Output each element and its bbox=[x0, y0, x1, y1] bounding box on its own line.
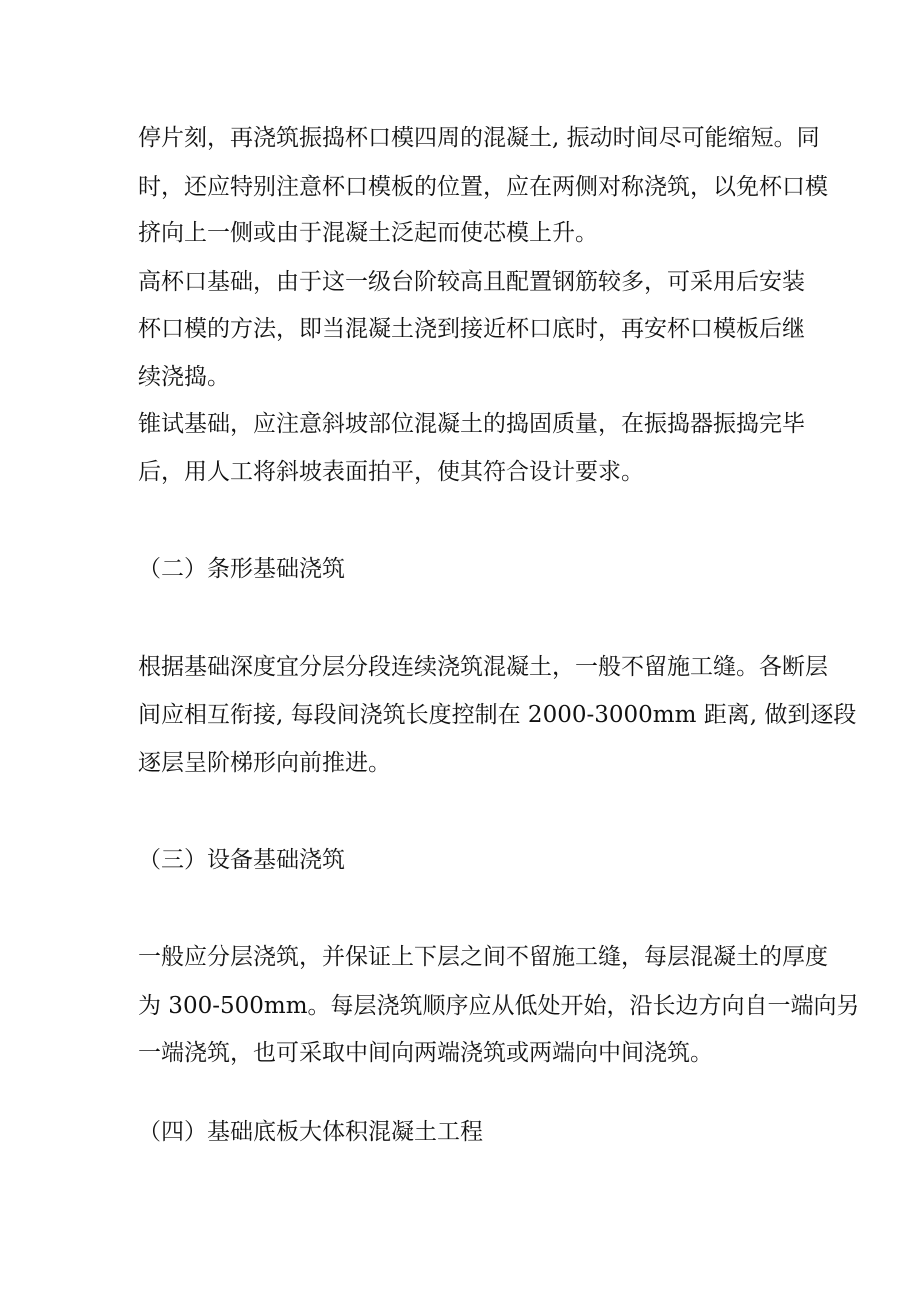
paragraph-line: 逐层呈阶梯形向前推进。 bbox=[138, 750, 391, 776]
paragraph-line: 锥试基础，应注意斜坡部位混凝土的捣固质量，在振捣器振捣完毕 bbox=[138, 411, 805, 437]
paragraph-line: 为 300-500mm。每层浇筑顺序应从低处开始，沿长边方向自一端向另 bbox=[138, 993, 860, 1019]
section-heading: （四）基础底板大体积混凝土工程 bbox=[138, 1119, 483, 1145]
paragraph-line: 高杯口基础，由于这一级台阶较高且配置钢筋较多，可采用后安装 bbox=[138, 269, 805, 295]
paragraph-line: 间应相互衔接, 每段间浇筑长度控制在 2000-3000mm 距离, 做到逐段 bbox=[138, 702, 857, 728]
paragraph-line: 一端浇筑，也可采取中间向两端浇筑或两端向中间浇筑。 bbox=[138, 1040, 713, 1066]
paragraph-line: 停片刻，再浇筑振捣杯口模四周的混凝土, 振动时间尽可能缩短。同 bbox=[138, 125, 820, 151]
paragraph-line: 续浇捣。 bbox=[138, 364, 230, 390]
section-heading: （二）条形基础浇筑 bbox=[138, 556, 345, 582]
paragraph-line: 根据基础深度宜分层分段连续浇筑混凝土，一般不留施工缝。各断层 bbox=[138, 654, 828, 680]
paragraph-line: 一般应分层浇筑，并保证上下层之间不留施工缝，每层混凝土的厚度 bbox=[138, 944, 828, 970]
paragraph-line: 挤向上一侧或由于混凝土泛起而使芯模上升。 bbox=[138, 220, 598, 246]
paragraph-line: 后，用人工将斜坡表面拍平，使其符合设计要求。 bbox=[138, 459, 644, 485]
paragraph-line: 时，还应特别注意杯口模板的位置，应在两侧对称浇筑，以免杯口模 bbox=[138, 174, 828, 200]
section-heading: （三）设备基础浇筑 bbox=[138, 847, 345, 873]
paragraph-line: 杯口模的方法，即当混凝土浇到接近杯口底时，再安杯口模板后继 bbox=[138, 316, 805, 342]
